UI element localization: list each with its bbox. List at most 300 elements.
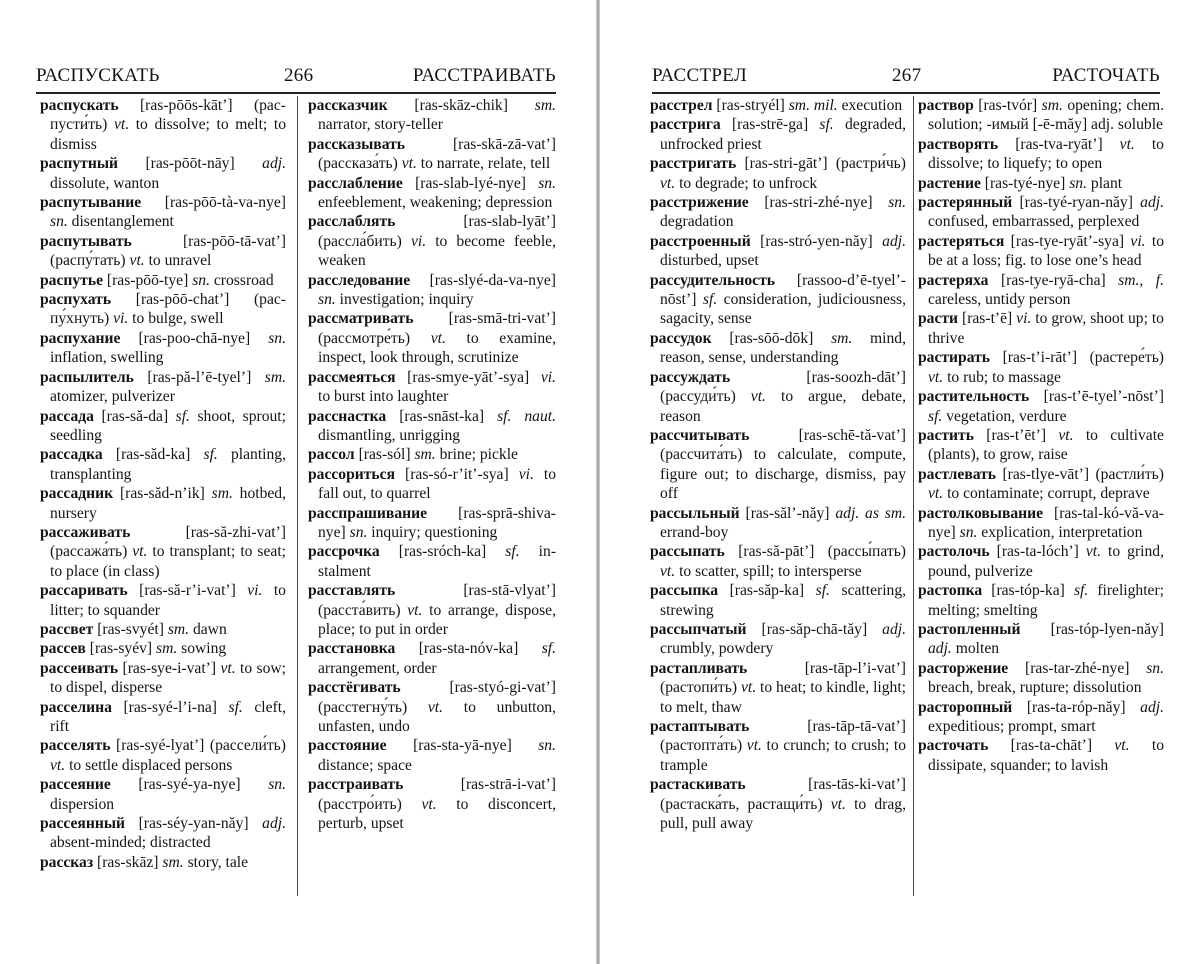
dictionary-entry [308,407,556,446]
entry-pronunciation: [ras-stró-yen-năy] [760,232,873,250]
entry-headword: расспрашивание [308,504,428,522]
entry-grammar-label: vi. [1130,232,1146,250]
entry-definition: explication, interpretation [981,523,1143,541]
entry-definition: crumbly, powdery [660,640,774,658]
entry-grammar-label: sf. [928,407,943,425]
entry-pronunciation: [ras-tyé-nye] [984,174,1066,192]
column-1 [40,96,286,904]
entry-related-form: (расста́вить) [318,601,401,619]
entry-headword: растирать [918,349,991,367]
entry-headword: распылитель [40,368,134,386]
entry-pronunciation: [ras-pōō-tā-vat’] [182,232,286,250]
dictionary-entry [650,154,906,193]
entry-headword: растаптывать [650,718,750,735]
dictionary-entry [918,271,1164,310]
entry-headword: расточать [918,737,989,755]
entry-grammar-label: sm. [414,446,436,464]
entry-headword: рассориться [308,465,396,483]
entry-grammar-label: vt. [746,737,762,755]
entry-headword: распухать [40,291,112,309]
entry-pronunciation: [ras-pōō-tye] [106,271,189,289]
entry-pronunciation: [ras-tye-ryā-cha] [1000,271,1106,289]
entry-pronunciation: [ras-săp-ka] [729,582,805,600]
dictionary-entry [40,736,286,775]
dictionary-entry [650,271,906,329]
entry-related-form: (растопта́ть) [660,737,743,755]
entry-grammar-label: vt. [427,698,444,716]
entry-grammar-label: vi. [410,232,427,250]
dictionary-entry [918,698,1164,737]
entry-definition: investigation; inquiry [339,291,474,309]
running-head-first-word: РАСПУСКАТЬ [36,65,160,86]
dictionary-entry [308,174,556,213]
entry-headword: рассада [40,407,94,425]
entry-headword: расстрига [650,116,721,134]
entry-grammar-label: sn. [318,291,336,309]
entry-pronunciation: [ras-tlye-vāt’] [1002,465,1090,483]
entry-headword: рассудительность [650,271,775,289]
entry-related-form: (рассели́ть) [209,737,286,755]
dictionary-entry [918,348,1164,387]
dictionary-entry [40,271,286,290]
entry-related-form: (растере́ть) [1089,349,1164,367]
entry-grammar-label: vt. [407,601,423,619]
entry-pronunciation: [ras-stri-zhé-nye] [764,194,873,212]
entry-definition: sowing [181,640,227,658]
entry-definition: distance; space [318,756,412,774]
dictionary-entry [308,212,556,270]
left-page [0,0,598,964]
entry-grammar-label: vt. [928,485,944,503]
entry-related-form: (рассчита́ть) [660,446,743,464]
entry-headword: рассказ [40,853,94,871]
entry-definition: hotbed, nursery [50,485,286,522]
entry-definition: disentanglement [71,213,174,231]
dictionary-entry [308,96,556,135]
dictionary-entry [650,232,906,271]
entry-definition: dispersion [50,795,115,813]
entry-headword: рассадник [40,485,114,503]
entry-grammar-label: vt. [928,368,944,386]
entry-headword: рассматривать [308,310,414,328]
dictionary-entry [650,717,906,775]
entry-grammar-label: sm. mil. [788,97,838,114]
entry-grammar-label: sf. [175,407,190,425]
dictionary-entry [650,115,906,154]
dictionary-entry [308,678,556,736]
running-head [36,64,556,92]
entry-headword: рассаживать [40,523,131,541]
entry-headword: рассвет [40,620,94,638]
entry-definition: to disconcert, perturb, upset [318,795,556,833]
entry-headword: рассрочка [308,543,380,561]
entry-pronunciation: [ras-tās-ki-vat’] [808,776,906,794]
entry-pronunciation: [ras-t’i-rāt’] [1002,349,1078,367]
dictionary-entry [650,368,906,426]
dictionary-entry [918,581,1164,620]
entry-grammar-label: sm. [534,97,556,114]
entry-grammar-label: vi. [540,368,556,386]
entry-definition: atomizer, pulverizer [50,388,175,406]
page-number: 267 [892,65,922,86]
entry-grammar-label: vt. [1119,135,1135,153]
entry-grammar-label: sn. [1069,174,1087,192]
entry-definition: to unbutton, unfasten, undo [318,698,556,735]
right-page [598,0,1200,964]
entry-definition: to degrade; to unfrock [679,174,818,192]
entry-definition: molten [955,640,1000,658]
entry-pronunciation: [ras-tva-ryāt’] [1015,135,1103,153]
entry-grammar-label: adj. [928,640,952,658]
entry-grammar-label: sm. [162,853,184,871]
entry-grammar-label: sm. [156,640,178,658]
dictionary-entry [40,581,286,620]
entry-grammar-label: vt. [1114,737,1130,755]
entry-pronunciation: [ras-săp-chā-tăy] [761,620,868,638]
entry-headword: растопка [918,582,983,600]
entry-grammar-label: vi. [113,310,129,328]
entry-definition: to rub; to massage [947,368,1061,386]
entry-grammar-label: sn. [268,329,286,347]
entry-pronunciation: [ras-só-r’it’-sya] [405,465,509,483]
entry-pronunciation: [ras-svyét] [97,620,164,638]
entry-pronunciation: [ras-strā-i-vat’] [460,776,556,794]
entry-grammar-label: vt. [401,155,417,173]
entry-definition: inflation, swelling [50,349,164,367]
dictionary-entry [40,814,286,853]
entry-pronunciation: [ras-pōō-chat’] [135,291,230,309]
entry-pronunciation: [ras-tóp-ka] [991,582,1065,600]
dictionary-entry [650,504,906,543]
entry-pronunciation: [rassoo-d’ē-tyel’-nōst’] [660,271,906,309]
dictionary-entry [308,445,556,464]
entry-definition: planting, transplanting [50,446,286,483]
entry-pronunciation: [ras-syé-l’i-na] [123,698,217,716]
entry-definition: careless, untidy person [928,291,1071,309]
entry-pronunciation: [ras-slab-lyāt’] [463,213,556,231]
entry-related-form: (растопи́ть) [660,679,738,697]
entry-definition: cleft, rift [50,698,286,735]
dictionary-entry [918,96,1164,135]
entry-grammar-label: sf. naut. [497,407,556,425]
entry-headword: рассыльный [650,504,740,522]
dictionary-entry [918,232,1164,271]
entry-definition: degradation [660,213,734,231]
entry-headword: рассудок [650,329,712,347]
entry-pronunciation: [ras-tye-ryāt’-sya] [1010,232,1125,250]
entry-related-form: (растли́ть) [1095,465,1164,483]
dictionary-entry [650,659,906,717]
entry-definition: plant [1090,174,1123,192]
entry-definition: errand-boy [660,523,729,541]
column-divider [297,96,298,896]
entry-pronunciation: [ras-pă-l’ē-tyel’] [147,368,252,386]
entry-definition: story, tale [187,853,249,871]
dictionary-entry [918,174,1164,193]
dictionary-entry [918,736,1164,775]
entry-definition: inquiry; questioning [371,523,498,541]
entry-headword: растеряться [918,232,1005,250]
entry-definition: arrangement, order [318,659,437,677]
dictionary-entry [308,465,556,504]
entry-headword: растворять [918,135,999,153]
entry-headword: растить [918,426,974,444]
dictionary-entry [650,96,906,115]
dictionary-entry [40,407,286,446]
entry-grammar-label: vt. [830,795,846,813]
entry-grammar-label: sn. [1146,659,1164,677]
entry-pronunciation: [ras-să-pāt’] [738,543,815,561]
entry-pronunciation: [ras-schē-tă-vat’] [798,426,906,444]
entry-grammar-label: sf. [541,640,556,658]
entry-related-form: (рассуди́ть) [660,388,736,406]
entry-headword: раствор [918,97,974,114]
entry-pronunciation: [ras-ta-chāt’] [1010,737,1093,755]
entry-headword: расстрел [650,97,713,114]
dictionary-entry [650,620,906,659]
entry-definition: to unravel [148,252,212,270]
entry-pronunciation: [ras-skāz] [97,853,159,871]
dictionary-entry [40,232,286,271]
entry-definition: to transplant; to seat; to place (in class) [50,543,286,580]
dictionary-entry [308,542,556,581]
entry-pronunciation: [ras-tāp-l’i-vat’] [804,659,906,677]
entry-pronunciation: [ras-pōōs-kāt’] [139,97,233,114]
entry-definition: to dissolve; to liquefy; to open [928,135,1164,173]
dictionary-entry [308,309,556,367]
entry-definition: to scatter, spill; to intersperse [679,562,862,580]
dictionary-entry [40,775,286,814]
entry-headword: растолковывание [918,504,1044,522]
entry-headword: рассыпчатый [650,620,747,638]
entry-definition: brine; pickle [439,446,518,464]
entry-pronunciation: [ras-tvór] [978,97,1038,114]
entry-related-form: (распусти́ть) [50,97,286,134]
dictionary-entry [308,775,556,833]
entry-pronunciation: [ras-tāp-tā-vat’] [807,718,906,735]
dictionary-entry [918,504,1164,543]
entry-headword: рассказывать [308,135,406,153]
dictionary-entry [650,542,906,581]
entry-definition: confused, embarrassed, perplexed [928,213,1140,231]
entry-grammar-label: sn. [538,174,556,192]
entry-definition: to litter; to squander [50,582,286,619]
entry-definition: enfeeblement, weakening; depression [318,194,553,212]
entry-grammar-label: vt. [1085,543,1102,561]
entry-headword: растение [918,174,981,192]
entry-grammar-label: sn. [349,523,368,541]
entry-headword: расставлять [308,582,396,600]
column-1 [650,96,906,904]
entry-grammar-label: sm. [167,620,190,638]
entry-headword: расторопный [918,698,1013,716]
entry-headword: рассеянный [40,815,125,833]
entry-headword: распутывание [40,194,142,212]
entry-headword: растительность [918,388,1030,406]
entry-headword: распутный [40,155,118,173]
entry-definition: to arrange, dispose, place; to put in order [318,601,556,638]
entry-definition: execution [841,97,903,114]
entry-definition: to grind, pound, pulverize [928,543,1164,580]
entry-grammar-label: vi. [518,465,534,483]
entry-grammar-label: sf. [702,291,718,309]
entry-definition: opening; chem. solution; -имый [-ē-măy] adj. soluble [928,97,1164,134]
entry-related-form: (расстегну́ть) [318,698,408,716]
running-head [652,64,1160,92]
dictionary-entry [308,135,556,174]
entry-grammar-label: sf. [815,582,830,600]
entry-headword: расстановка [308,640,396,658]
entry-pronunciation: [ras-ta-róp-năy] [1026,698,1126,716]
entry-headword: растерянный [918,194,1013,212]
entry-definition: to calculate, compute, figure out; to discharge, dismiss, pay off [660,446,906,503]
dictionary-entry [40,659,286,698]
entry-grammar-label: adj. [882,620,906,638]
entry-definition: breach, break, rupture; dissolution [928,679,1142,697]
entry-headword: рассыпка [650,582,719,600]
entry-grammar-label: vt. [50,756,66,774]
entry-pronunciation: [ras-syév] [89,640,153,658]
entry-definition: dissolute, wanton [50,174,160,192]
entry-grammar-label: vi. [1016,310,1032,328]
dictionary-entry [918,542,1164,581]
entry-definition: to drag, pull, pull away [660,795,906,833]
dictionary-entry [40,154,286,193]
header-rule [652,92,1160,94]
entry-grammar-label: vi. [247,582,263,600]
entry-pronunciation: [ras-să-r’i-vat’] [139,582,236,600]
entry-headword: рассев [40,640,86,658]
entry-pronunciation: [ras-styó-gi-vat’] [449,679,556,697]
entry-headword: рассчитывать [650,426,750,444]
entry-definition: consideration, judiciousness, sagacity, sense [660,291,906,328]
entry-headword: распускать [40,97,119,114]
entry-pronunciation: [ras-stryél] [716,97,785,114]
entry-related-form: (расстро́ить) [318,795,402,813]
entry-grammar-label: vt. [430,329,446,347]
entry-grammar-label: vt. [740,679,757,697]
dictionary-entry [918,135,1164,174]
entry-definition: to examine, inspect, look through, scrutinize [318,329,556,367]
entry-definition: to heat; to kindle, light; to melt, thaw [660,679,906,716]
entry-headword: расснастка [308,407,387,425]
entry-related-form: (рассы́пать) [827,543,906,561]
entry-grammar-label: sn. [50,213,68,231]
entry-pronunciation: [ras-săd-n’ik] [119,485,205,503]
entry-pronunciation: [ras-poo-chā-nye] [138,329,251,347]
entry-definition: to be at a loss; fig. to lose one’s head [928,232,1164,270]
entry-definition: to grow, shoot up; to thrive [928,310,1164,347]
entry-grammar-label: sf. [228,698,243,716]
entry-headword: расти [918,310,959,328]
entry-headword: растапливать [650,659,748,677]
entry-definition: absent-minded; distracted [50,834,211,852]
dictionary-entry [650,426,906,504]
entry-definition: to become feeble, weaken [318,232,556,270]
entry-headword: расслаблять [308,213,396,231]
entry-definition: to narrate, relate, tell [420,155,551,173]
entry-pronunciation: [ras-sta-yā-nye] [413,737,512,755]
entry-definition: to argue, debate, reason [660,388,906,425]
entry-pronunciation: [ras-skāz-chik] [414,97,508,114]
dictionary-entry [918,465,1164,504]
entry-grammar-label: sn. [538,737,556,755]
entry-definition: to sow; to dispel, disperse [50,659,286,697]
entry-grammar-label: vt. [750,388,766,406]
entry-headword: расселина [40,698,112,716]
dictionary-entry [40,290,286,329]
entry-grammar-label: sn. [959,523,978,541]
entry-grammar-label: sm. [264,368,286,386]
entry-grammar-label: sm., f. [1118,271,1164,289]
entry-headword: расстояние [308,737,387,755]
entry-definition: degraded, unfrocked priest [660,116,906,153]
entry-definition: to dissipate, squander; to lavish [928,737,1164,774]
running-head-last-word: РАСТОЧАТЬ [1052,65,1160,86]
entry-pronunciation: [ras-tóp-lyen-năy] [1050,620,1164,638]
dictionary-entry [40,329,286,368]
entry-pronunciation: [ras-syé-lyat’] [116,737,205,755]
entry-pronunciation: [ras-slyé-da-va-nye] [429,271,556,289]
dictionary-entry [40,96,286,154]
entry-pronunciation: [ras-smā-tri-vat’] [448,310,556,328]
dictionary-entry [918,659,1164,698]
entry-pronunciation: [ras-săd-ka] [115,446,191,464]
entry-grammar-label: sn. [192,271,210,289]
entry-grammar-label: sm. [831,329,853,347]
header-rule [36,92,556,94]
entry-headword: расстраивать [308,776,404,794]
column-2 [308,96,556,904]
entry-grammar-label: vt. [1058,426,1074,444]
dictionary-entry [308,504,556,543]
entry-definition: shoot, sprout; seedling [50,407,286,444]
entry-related-form: (распу́тать) [50,252,126,270]
entry-pronunciation: [ras-sól] [358,446,411,464]
entry-definition: to settle displaced persons [69,756,233,774]
entry-pronunciation: [ras-t’ē-tyel’-nōst’] [1043,388,1164,406]
entry-headword: рассадка [40,446,103,464]
entry-definition: mind, reason, sense, understanding [660,329,906,367]
dictionary-entry [40,193,286,232]
entry-headword: распутывать [40,232,132,250]
entry-definition: dawn [192,620,227,638]
entry-grammar-label: vt. [220,659,236,677]
entry-grammar-label: sm. [1041,97,1063,114]
dictionary-entry [308,736,556,775]
entry-headword: рассыпать [650,543,725,561]
entry-pronunciation: [ras-stā-vlyat’] [463,582,556,600]
entry-pronunciation: [ras-stri-gāt’] [744,155,828,173]
entry-grammar-label: vt. [660,562,676,580]
entry-definition: scattering, strewing [660,582,906,619]
entry-definition: to fall out, to quarrel [318,465,556,503]
entry-related-form: (рассмотре́ть) [318,329,411,347]
dictionary-entry [918,193,1164,232]
dictionary-entry [308,639,556,678]
entry-headword: распухание [40,329,121,347]
dictionary-entry [650,581,906,620]
entry-definition: instalment [318,543,556,580]
entry-pronunciation: [ras-sta-nóv-ka] [418,640,519,658]
entry-pronunciation: [ras-tal-kó-vă-va-nye] [928,504,1164,541]
dictionary-entry [918,620,1164,659]
entry-pronunciation: [ras-să-zhi-vat’] [185,523,286,541]
entry-headword: расстрижение [650,194,749,212]
column-2 [918,96,1164,904]
entry-related-form: (распу́хнуть) [50,291,286,328]
entry-headword: растаскивать [650,776,746,794]
